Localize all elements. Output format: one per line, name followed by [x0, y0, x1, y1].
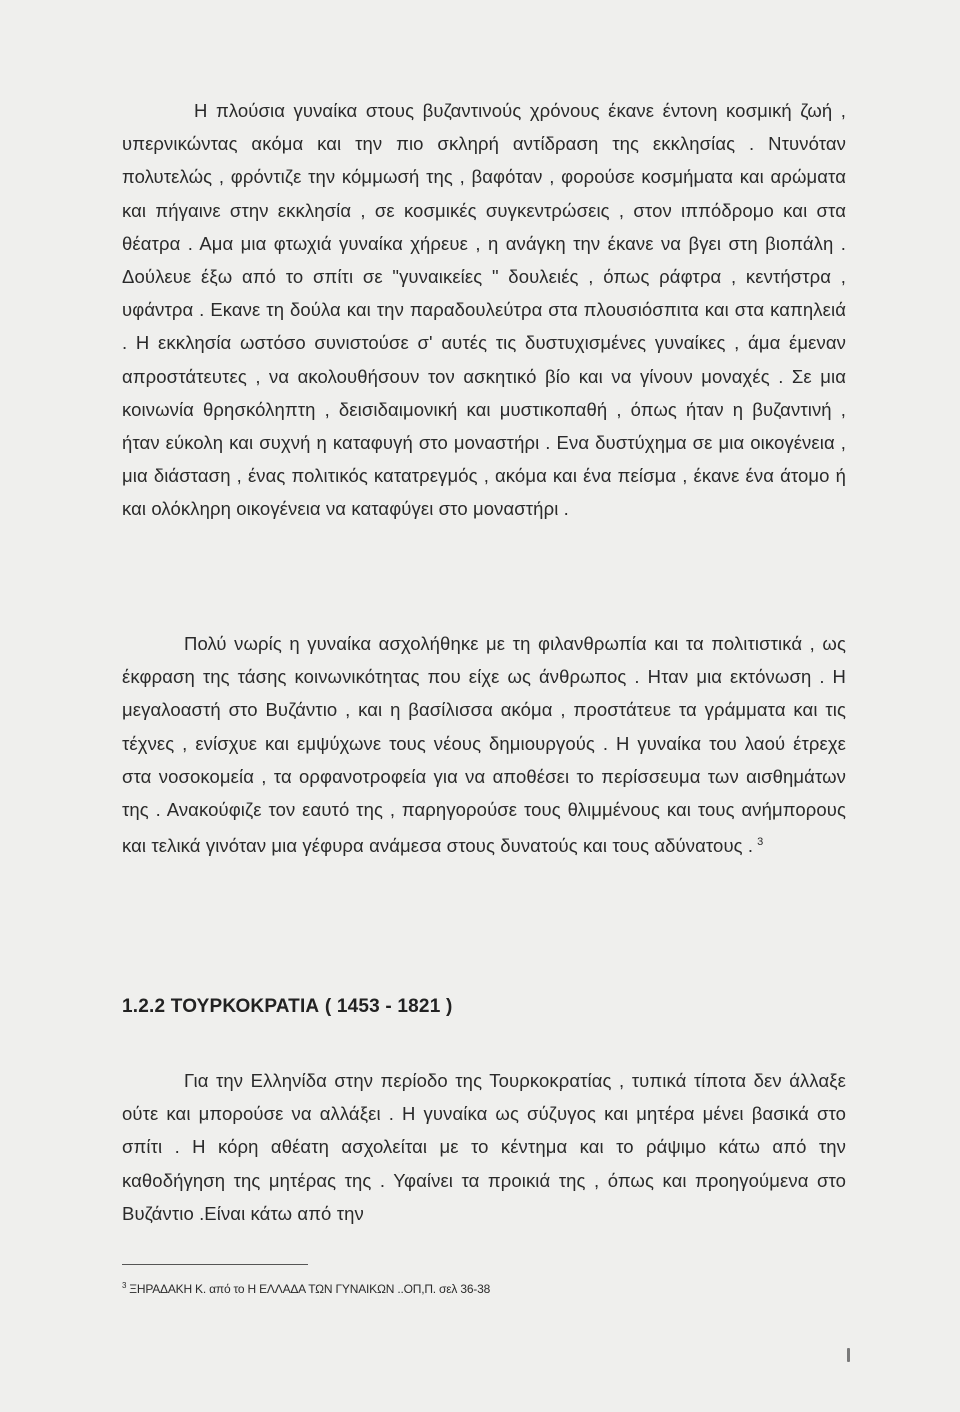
footnote: [122, 1281, 490, 1296]
paragraph-tourkokratia: [122, 1064, 846, 1230]
paragraph-text: Πολύ νωρίς η γυναίκα ασχολήθηκε με τη φιλανθρωπία και τα πολιτιστικά , ως έκφραση της τάσης κοινωνικότητας που είχε ως άνθρωπος . Ηταν μια εκτόνωση . Η μεγαλοαστή στο Βυζάντιο , και η βασίλισσα ακόμα , προστάτευε τα γράμματα και τις τέχνες , ενίσχυε και εμψύχωνε τους νέους δημιουργούς . Η γυναίκα του λαού έτρεχε στα νοσοκομεία , τα ορφανοτροφεία για να αποθέσει το περίσσευμα των αισθημάτων της . Ανακούφιζε τον εαυτό της , παρηγορούσε τους θλιμμένους και τους ανήμπορους και τελικά γινόταν μια γέφυρα ανάμεσα στους δυνατούς και τους αδύνατους .: [122, 633, 846, 857]
section-heading: 1.2.2 ΤΟΥΡΚΟΚΡΑΤΙΑ ( 1453 - 1821 ): [122, 996, 453, 1017]
scan-speck: [847, 1348, 850, 1362]
footnote-reference: 3: [757, 836, 764, 849]
paragraph-text: Για την Ελληνίδα στην περίοδο της Τουρκοκρατίας , τυπικά τίποτα δεν άλλαξε ούτε και μπορούσε να αλλάξει . Η γυναίκα ως σύζυγος και μητέρα μένει βασικά στο σπίτι . Η κόρη αθέατη ασχολείται με το κέντημα και το ράψιμο κάτω από την καθοδήγηση της μητέρας της . Υφαίνει τα προικιά της , όπως και προηγούμενα στο Βυζάντιο .Είναι κάτω από την: [122, 1070, 846, 1224]
footnote-text: ΞΗΡΑΔΑΚΗ Κ. από το Η ΕΛΛΑΔΑ ΤΩΝ ΓΥΝΑΙΚΩΝ ..ΟΠ,Π. σελ 36-38: [129, 1282, 491, 1296]
footnote-divider: [122, 1264, 308, 1265]
paragraph-philanthropy: [122, 627, 846, 863]
paragraph-byzantine-social-life: [122, 94, 846, 526]
footnote-marker: 3: [122, 1281, 127, 1290]
paragraph-text: Η πλούσια γυναίκα στους βυζαντινούς χρόνους έκανε έντονη κοσμική ζωή , υπερνικώντας ακόμα και την πιο σκληρή αντίδραση της εκκλησίας . Ντυνόταν πολυτελώς , φρόντιζε την κόμμωσή της , βαφόταν , φορούσε κοσμήματα και αρώματα και πήγαινε στην εκκλησία , σε κοσμικές συγκεντρώσεις , στον ιππόδρομο και στα θέατρα . Αμα μια φτωχιά γυναίκα χήρευε , η ανάγκη την έκανε να βγει στη βιοπάλη . Δούλευε έξω από το σπίτι σε "γυναικείες " δουλειές , όπως ράφτρα , κεντήστρα , υφάντρα . Εκανε τη δούλα και την παραδουλεύτρα στα πλουσιόσπιτα και στα καπηλειά . Η εκκλησία ωστόσο συνιστούσε σ' αυτές τις δυστυχισμένες γυναίκες , άμα έμεναν απροστάτευτες , να ακολουθήσουν τον ασκητικό βίο και να γίνουν μοναχές . Σε μια κοινωνία θρησκόληπτη , δεισιδαιμονική και μυστικοπαθή , όπως ήταν η βυζαντινή , ήταν εύκολη και συχνή η καταφυγή στο μοναστήρι . Ενα δυστύχημα σε μια οικογένεια , μια διάσταση , ένας πολιτικός κατατρεγμός , ακόμα και ένα πείσμα , έκανε ένα άτομο ή και ολόκληρη οικογένεια να καταφύγει στο μοναστήρι .: [122, 100, 846, 520]
